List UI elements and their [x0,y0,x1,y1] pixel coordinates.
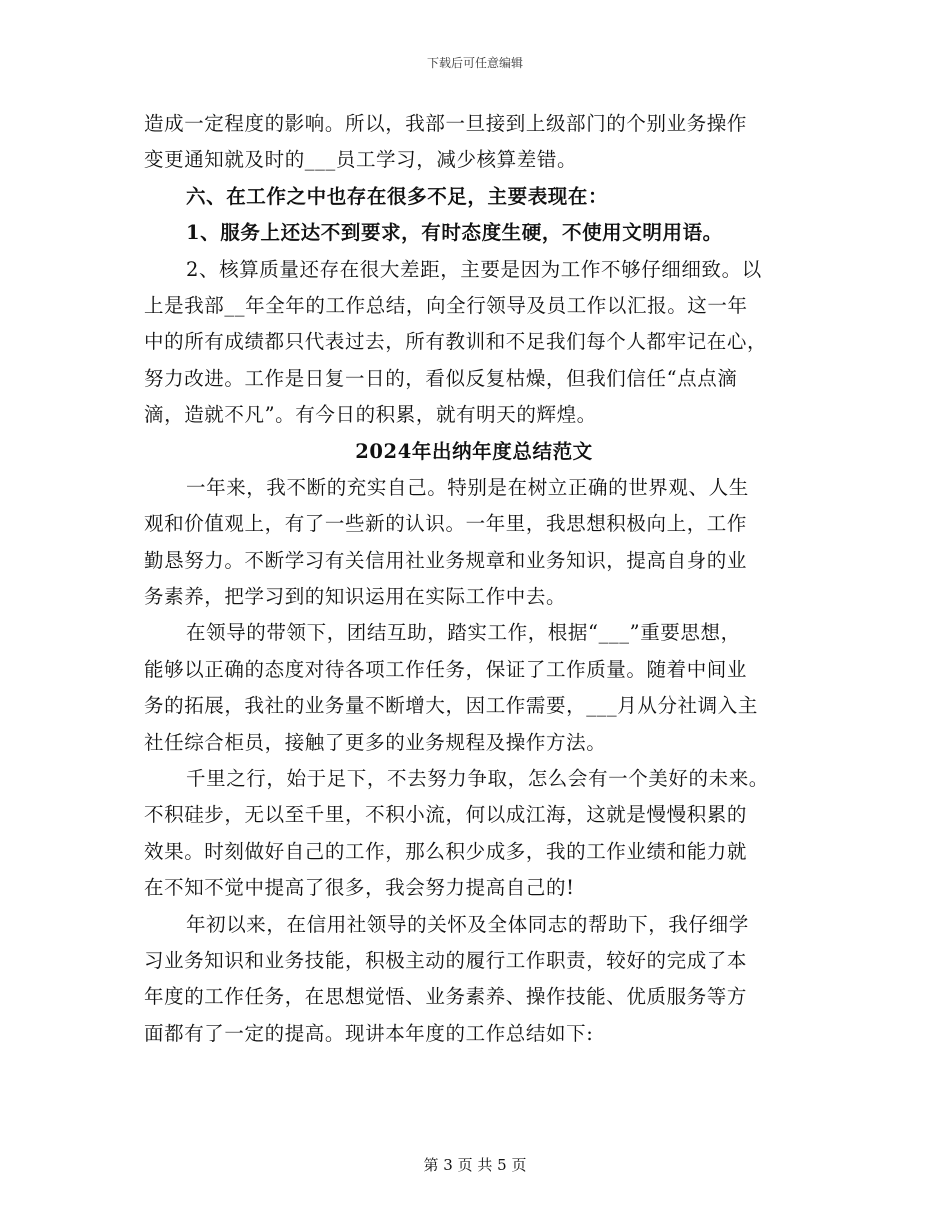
body-line: 努力改进。工作是日复一日的，看似反复枯燥，但我们信任“点点滴 [144,366,738,390]
body-line: 千里之行，始于足下，不去努力争取，怎么会有一个美好的未来。 [186,767,769,791]
body-line: 一年来，我不断的充实自己。特别是在树立正确的世界观、人生 [186,475,749,499]
document-title: 2024年出纳年度总结范文 [355,439,593,463]
body-line: 习业务知识和业务技能，积极主动的履行工作职责，较好的完成了本 [144,948,748,972]
body-line: 上是我部__年全年的工作总结，向全行领导及员工作以汇报。这一年 [144,293,748,317]
body-line: 务素养，把学习到的知识运用在实际工作中去。 [144,585,567,609]
body-line: 面都有了一定的提高。现讲本年度的工作总结如下: [144,1021,594,1045]
body-line: 年初以来，在信用社领导的关怀及全体同志的帮助下，我仔细学 [186,912,749,936]
body-line: 不积硅步，无以至千里，不积小流，何以成江海，这就是慢慢积累的 [144,803,748,827]
body-line: 社任综合柜员，接触了更多的业务规程及操作方法。 [144,730,607,754]
body-line: 变更通知就及时的___员工学习，减少核算差错。 [144,148,578,172]
body-line: 观和价值观上，有了一些新的认识。一年里，我思想积极向上，工作 [144,512,748,536]
page-header: 下载后可任意编辑 [426,56,523,70]
body-line: 中的所有成绩都只代表过去，所有教训和不足我们每个人都牢记在心， [144,330,768,354]
body-line: 在领导的带领下，团结互助，踏实工作，根据“___”重要思想， [186,621,741,645]
section-heading: 六、在工作之中也存在很多不足，主要表现在： [186,184,609,208]
body-line: 效果。时刻做好自己的工作，那么积少成多，我的工作业绩和能力就 [144,839,748,863]
body-line: 年度的工作任务，在思想觉悟、业务素养、操作技能、优质服务等方 [144,985,748,1009]
body-line: 在不知不觉中提高了很多，我会努力提高自己的! [144,876,575,900]
body-line: 务的拓展，我社的业务量不断增大，因工作需要，___月从分社调入主 [144,694,758,718]
body-line: 造成一定程度的影响。所以，我部一旦接到上级部门的个别业务操作 [144,112,748,135]
body-line: 能够以正确的态度对待各项工作任务，保证了工作质量。随着中间业 [144,657,748,681]
document-body [144,106,804,1052]
body-line: 勤恳努力。不断学习有关信用社业务规章和业务知识，提高自身的业 [144,548,748,572]
body-line: 2、核算质量还存在很大差距，主要是因为工作不够仔细细致。以 [186,257,762,281]
body-line: 滴，造就不凡”。有今日的积累，就有明天的辉煌。 [144,403,597,427]
list-item-heading: 1、服务上还达不到要求，有时态度生硬，不使用文明用语。 [186,221,723,245]
page-footer: 第 3 页 共 5 页 [423,1156,527,1174]
